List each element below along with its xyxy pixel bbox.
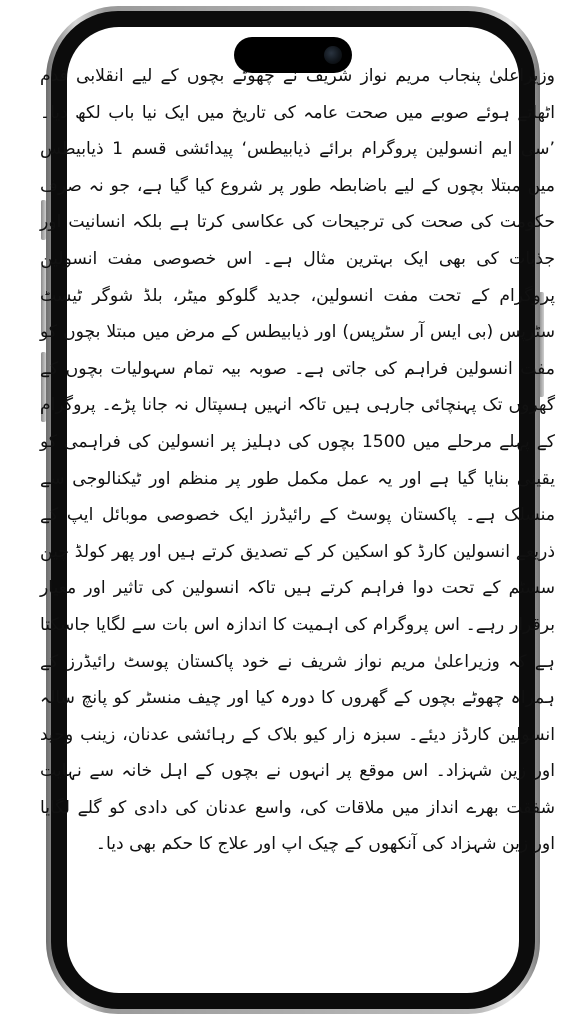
article-text: وزیراعلیٰ پنجاب مریم نواز شریف نے چھوٹے بچوں کے لیے انقلابی قدم اٹھاتے ہوئے صوبے میں صحت عامہ کی تاریخ میں ایک نیا باب لکھ دیا۔ ’سی ایم انسولین پروگرام برائے ذیابیطس‘ پیدائشی قسم 1 ذیابیطس میں مبتلا بچوں کے لیے باضابطہ طور پر شروع کیا گیا ہے، جو نہ صرف حکومت کی صحت کی ترجیحات کی عکاسی کرتا ہے بلکہ انسانیت اور جذبات کی بھی ایک بہترین مثال ہے۔ اس خصوصی مفت انسولین پروگرام کے تحت مفت انسولین، جدید گلوکو میٹر، بلڈ شوگر ٹیسٹ سٹرپس (بی ایس آر سٹرپس) اور ذیابیطس کے مرض میں مبتلا بچوں کو مفت انسولین فراہم کی جاتی ہے۔ صوبہ بیہ تمام سہولیات بچوں کے گھروں تک پہنچائی جارہی ہیں تاکہ انہیں ہسپتال نہ جانا پڑے۔ پروگرام کے پہلے مرحلے میں 1500 بچوں کی دہلیز پر انسولین کی فراہمی کو یقینی بنایا گیا ہے اور یہ عمل مکمل طور پر منظم اور ٹیکنالوجی سے منسلک ہے۔ پاکستان پوسٹ کے رائیڈرز ایک خصوصی موبائل ایپ کے ذریعے انسولین کارڈ کو اسکین کر کے تصدیق کرتے ہیں اور پھر کولڈ چین سسٹم کے تحت دوا فراہم کرتے ہیں تاکہ انسولین کی تاثیر اور معیار برقرار رہے۔ اس پروگرام کی اہمیت کا اندازہ اس بات سے لگایا جاسکتا ہے کہ وزیراعلیٰ مریم نواز شریف نے خود پاکستان پوسٹ رائیڈرز کے ہمراہ چھوٹے بچوں کے گھروں کا دورہ کیا اور چیف منسٹر کو پانچ سالہ انسولین کارڈز دیئے۔ سبزہ زار کیو بلاک کے رہائشی عدنان، زینب وحید اور زین شہزاد۔ اس موقع پر انہوں نے بچوں کے اہل خانہ سے نہایت شفقت بھرے انداز میں ملاقات کی، واسع عدنان کی دادی کو گلے لگایا اور زین شہزاد کی آنکھوں کے چیک اپ اور علاج کا حکم بھی دیا۔ [40, 66, 555, 855]
